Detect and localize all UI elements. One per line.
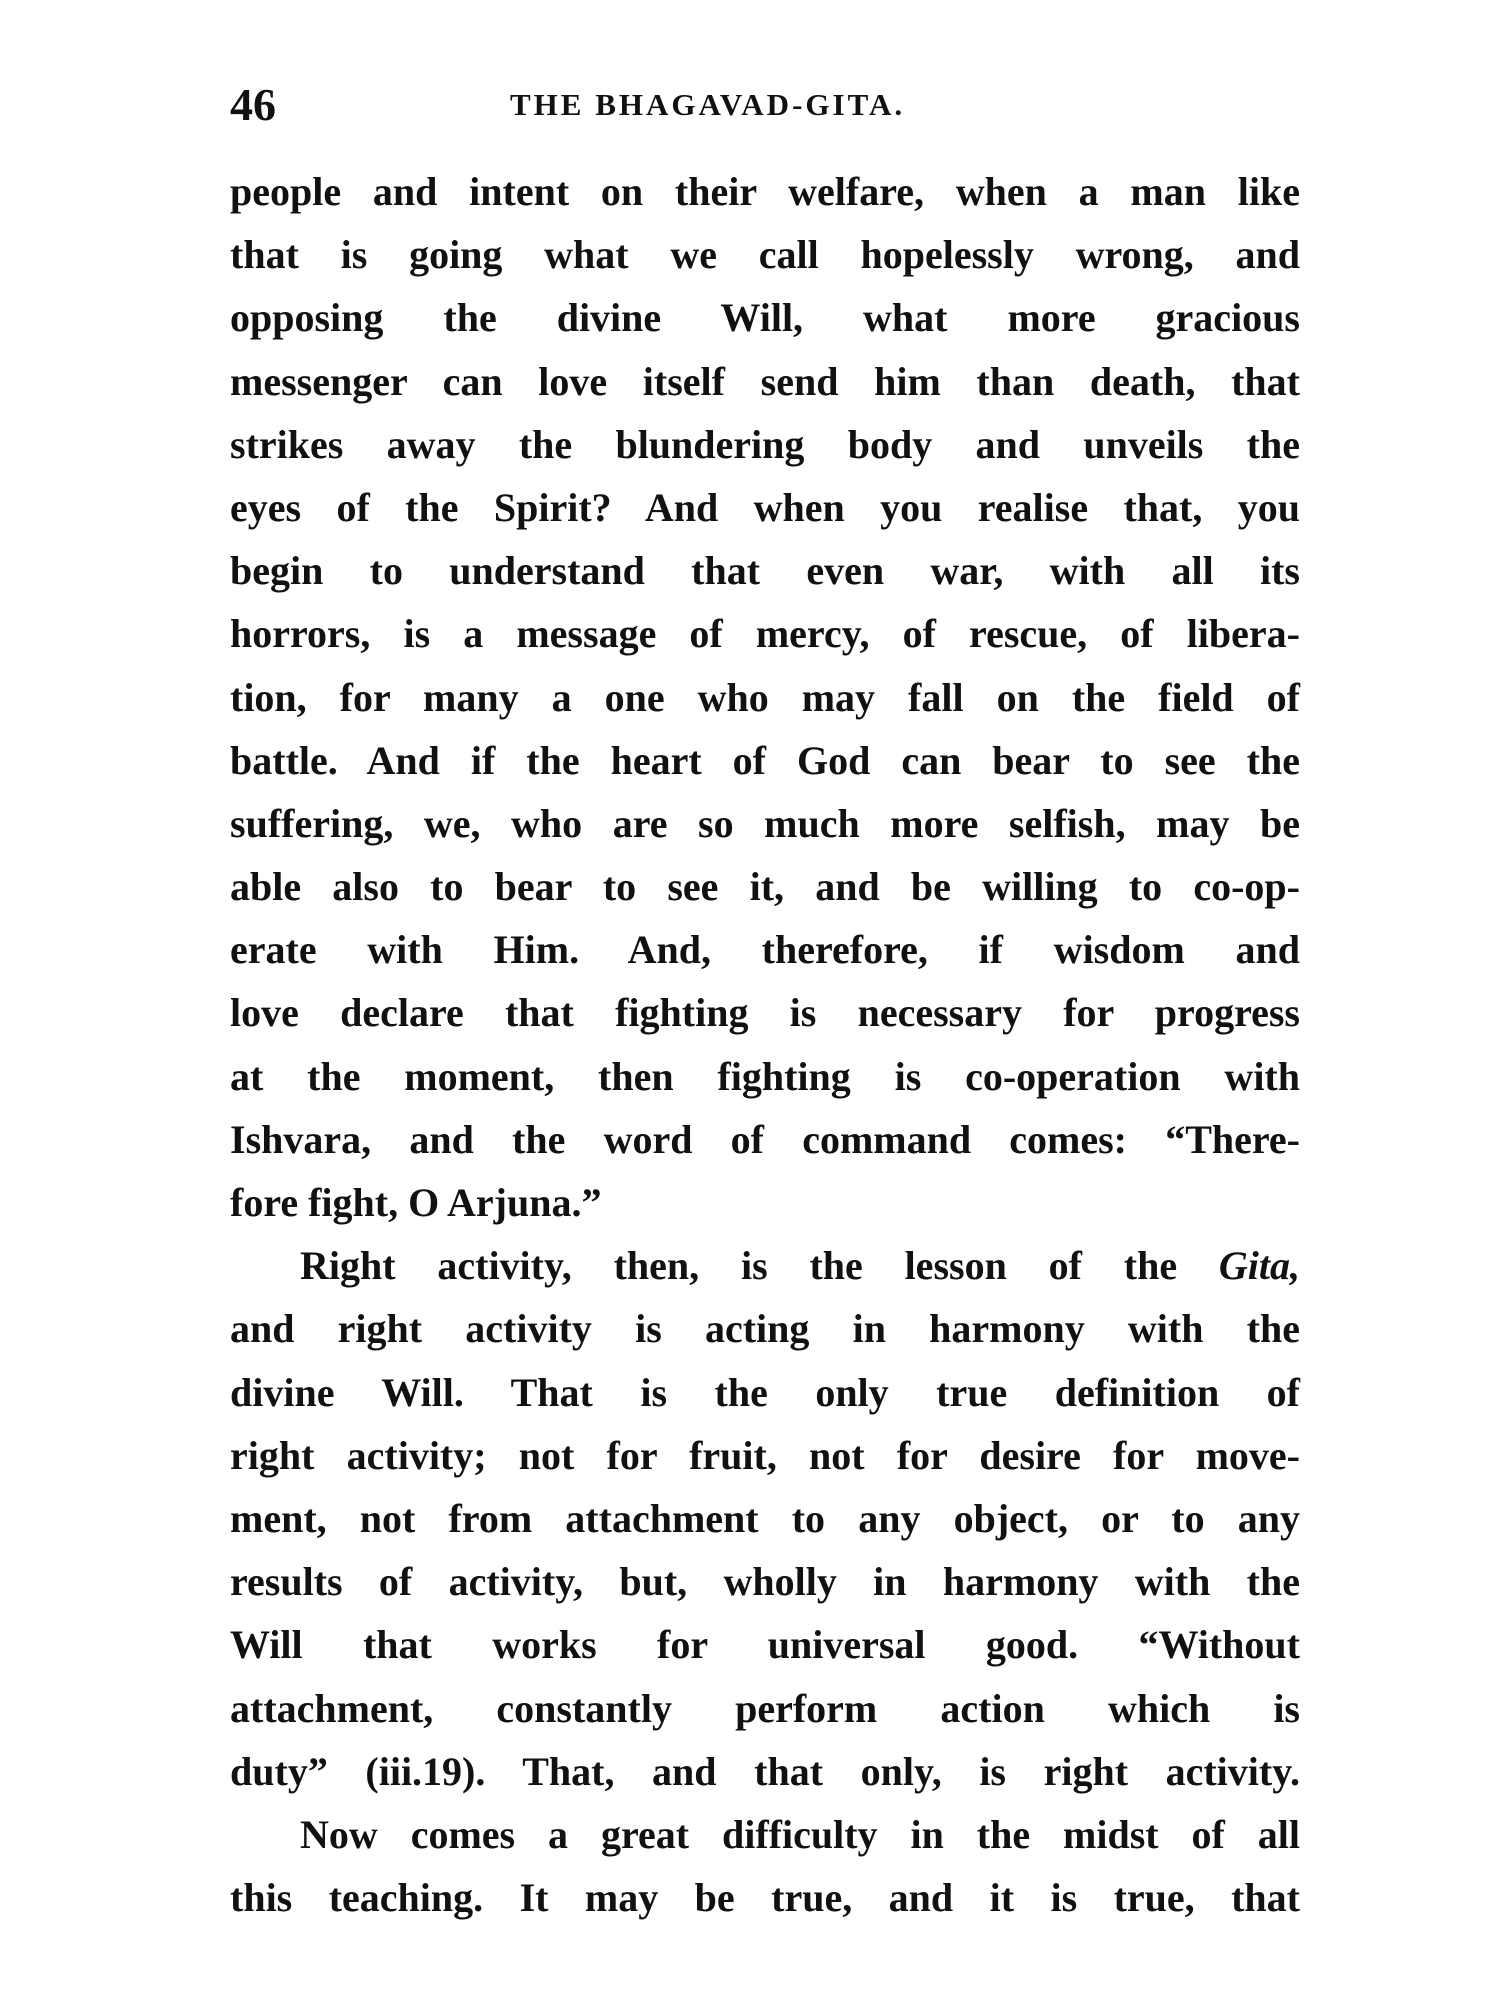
- running-title: THE BHAGAVAD-GITA.: [510, 87, 906, 122]
- text-line: strikes away the blundering body and unveils the: [230, 421, 1300, 467]
- text-line: begin to understand that even war, with all its: [230, 548, 1300, 594]
- text-line: eyes of the Spirit? And when you realise that, you: [230, 484, 1300, 530]
- text-line: right activity; not for fruit, not for desire for move-: [230, 1432, 1300, 1478]
- text-line: attachment, constantly perform action which is: [230, 1685, 1300, 1731]
- text-line: at the moment, then fighting is co-operation with: [230, 1053, 1300, 1099]
- italic-title: Gita,: [1218, 1243, 1300, 1289]
- page-number: 46: [230, 79, 276, 130]
- text-line: divine Will. That is the only true definition of: [230, 1369, 1300, 1415]
- text-line: horrors, is a message of mercy, of rescue, of libera-: [230, 611, 1300, 657]
- text-line: battle. And if the heart of God can bear to see the: [230, 737, 1300, 783]
- text-line: love declare that fighting is necessary for progress: [230, 990, 1300, 1036]
- text-line: duty” (iii.19). That, and that only, is right activity.: [230, 1748, 1300, 1794]
- text-line: that is going what we call hopelessly wrong, and: [230, 232, 1300, 278]
- text-line: messenger can love itself send him than death, that: [230, 358, 1300, 404]
- body-text: [230, 160, 1300, 1929]
- running-head: [230, 70, 1300, 140]
- text-line: people and intent on their welfare, when a man like: [230, 169, 1300, 214]
- text-line: ment, not from attachment to any object, or to any: [230, 1495, 1300, 1541]
- text-line: fore fight, O Arjuna.”: [230, 1180, 602, 1225]
- paragraph-first-line: [230, 1234, 1300, 1297]
- text-line-run: Right activity, then, is the lesson of the: [300, 1243, 1219, 1289]
- text-line: and right activity is acting in harmony with the: [230, 1306, 1300, 1352]
- text-line: Ishvara, and the word of command comes: “There-: [230, 1116, 1300, 1162]
- text-line: opposing the divine Will, what more gracious: [230, 295, 1300, 341]
- text-line: results of activity, but, wholly in harmony with the: [230, 1559, 1300, 1605]
- text-line: tion, for many a one who may fall on the field of: [230, 674, 1300, 720]
- text-line: this teaching. It may be true, and it is true, that: [230, 1875, 1300, 1921]
- text-line: able also to bear to see it, and be willing to co-op-: [230, 864, 1300, 910]
- text-line: Will that works for universal good. “Without: [230, 1622, 1300, 1668]
- text-line: erate with Him. And, therefore, if wisdom and: [230, 927, 1300, 973]
- text-line: suffering, we, who are so much more selfish, may be: [230, 800, 1300, 846]
- paragraph-first-line: Now comes a great difficulty in the midst of all: [300, 1811, 1300, 1857]
